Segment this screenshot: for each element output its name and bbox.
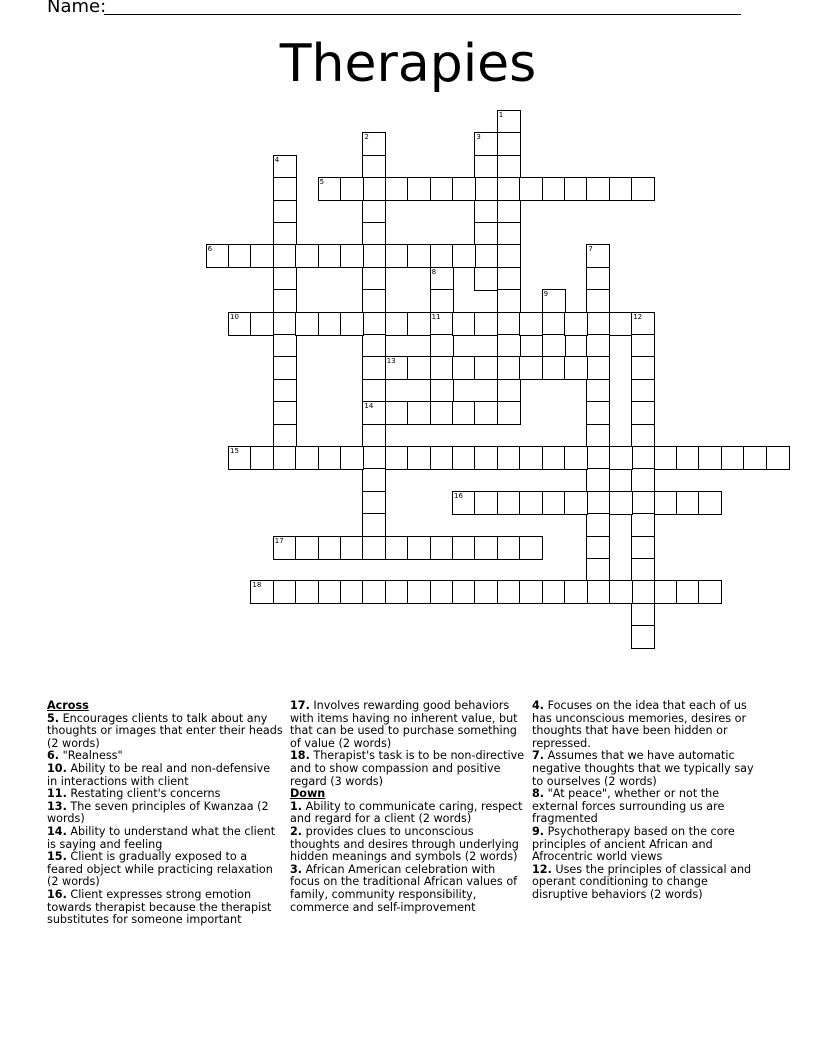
clue-item [47, 889, 283, 927]
clue-item-number: 10. [47, 761, 67, 775]
grid-cell[interactable] [497, 177, 521, 201]
grid-cell[interactable] [519, 580, 543, 604]
grid-cell[interactable] [542, 177, 566, 201]
grid-cell[interactable] [631, 603, 655, 627]
clue-item-text: "Realness" [59, 749, 123, 763]
grid-cell[interactable] [631, 356, 655, 380]
grid-cell[interactable] [497, 401, 521, 425]
grid-cell[interactable] [430, 401, 454, 425]
page-title: Therapies [279, 34, 537, 94]
grid-cell[interactable] [250, 446, 274, 470]
grid-cell[interactable] [250, 312, 274, 336]
grid-cell[interactable] [273, 401, 297, 425]
grid-cell[interactable] [340, 244, 364, 268]
grid-cell[interactable] [654, 580, 678, 604]
grid-cell[interactable] [295, 244, 319, 268]
grid-cell[interactable] [430, 177, 454, 201]
clue-item-number: 15. [47, 850, 67, 864]
grid-cell[interactable] [385, 580, 409, 604]
clue-item-number: 12. [532, 862, 552, 876]
grid-cell[interactable] [362, 424, 386, 448]
clue-item [47, 801, 283, 826]
grid-cell[interactable] [474, 200, 498, 224]
grid-cell[interactable] [273, 379, 297, 403]
clue-item-number: 16. [47, 887, 67, 901]
clue-item-number: 3. [290, 862, 303, 876]
grid-cell[interactable] [519, 177, 543, 201]
grid-cell[interactable] [273, 312, 297, 336]
grid-cell[interactable] [340, 312, 364, 336]
clue-item-text: Ability to be real and non-defensive in interactions with client [47, 761, 271, 788]
grid-cell[interactable] [631, 401, 655, 425]
grid-cell[interactable] [586, 424, 610, 448]
grid-cell[interactable] [430, 580, 454, 604]
clue-number: 9 [543, 290, 549, 299]
clue-column-3 [532, 700, 762, 902]
grid-cell[interactable] [676, 446, 700, 470]
grid-cell[interactable] [362, 200, 386, 224]
grid-cell[interactable] [362, 334, 386, 358]
clue-item [290, 750, 526, 788]
across-clues-b [290, 700, 526, 788]
grid-cell[interactable] [250, 244, 274, 268]
grid-cell[interactable] [698, 580, 722, 604]
grid-cell[interactable] [474, 312, 498, 336]
grid-cell[interactable] [564, 580, 588, 604]
grid-cell[interactable] [362, 312, 386, 336]
grid-cell[interactable] [497, 334, 521, 358]
grid-cell[interactable] [497, 132, 521, 156]
grid-cell[interactable] [631, 334, 655, 358]
clue-number: 13 [386, 357, 396, 366]
grid-cell[interactable] [586, 536, 610, 560]
grid-cell[interactable] [362, 491, 386, 515]
clue-item-number: 5. [47, 711, 60, 725]
clue-item [532, 826, 762, 864]
clue-number: 5 [319, 178, 325, 187]
grid-cell[interactable] [586, 580, 610, 604]
grid-cell[interactable] [385, 536, 409, 560]
grid-cell[interactable] [564, 177, 588, 201]
grid-cell[interactable] [519, 536, 543, 560]
clue-item-number: 1. [290, 799, 303, 813]
grid-cell[interactable] [295, 536, 319, 560]
grid-cell[interactable] [407, 401, 431, 425]
grid-cell[interactable] [631, 468, 655, 492]
clue-column-2 [290, 700, 526, 914]
grid-cell[interactable] [474, 401, 498, 425]
grid-cell[interactable] [586, 401, 610, 425]
clue-item [532, 700, 762, 750]
clue-item [290, 801, 526, 826]
grid-cell[interactable] [631, 625, 655, 649]
grid-cell[interactable] [340, 177, 364, 201]
grid-cell[interactable] [631, 536, 655, 560]
clue-item-text: Uses the principles of classical and operant conditioning to change disruptive behaviors (2 words) [532, 862, 752, 901]
grid-cell[interactable] [474, 244, 498, 268]
grid-cell[interactable] [654, 446, 678, 470]
clue-item-number: 8. [532, 787, 545, 801]
grid-cell[interactable] [273, 580, 297, 604]
grid-cell[interactable] [362, 155, 386, 179]
clue-item-text: provides clues to unconscious thoughts and desires through underlying hidden meanings and symbols (2 words) [290, 824, 519, 864]
grid-cell[interactable] [362, 446, 386, 470]
grid-cell[interactable] [474, 356, 498, 380]
grid-cell[interactable] [609, 491, 633, 515]
grid-cell[interactable] [362, 580, 386, 604]
clue-number: 15 [230, 447, 239, 455]
clue-item [532, 750, 762, 788]
clue-item [290, 700, 526, 750]
grid-cell[interactable] [721, 446, 745, 470]
grid-cell[interactable] [318, 446, 342, 470]
grid-cell[interactable] [474, 580, 498, 604]
grid-cell[interactable] [586, 267, 610, 291]
grid-cell[interactable] [609, 446, 633, 470]
clue-item [47, 763, 283, 788]
grid-cell[interactable] [542, 334, 566, 358]
clue-number: 17 [274, 536, 284, 545]
grid-cell[interactable] [586, 468, 610, 492]
clue-item [47, 826, 283, 851]
clue-number: 16 [454, 491, 463, 500]
grid-cell[interactable] [564, 491, 588, 515]
clue-item-text: Therapist's task is to be non-directive and to show compassion and positive regard (3 words) [290, 749, 525, 788]
clue-number: 12 [633, 312, 643, 321]
grid-cell[interactable] [273, 424, 297, 448]
grid-cell[interactable] [295, 446, 319, 470]
grid-cell[interactable] [340, 446, 364, 470]
grid-cell[interactable] [497, 312, 521, 336]
grid-cell[interactable] [631, 513, 655, 537]
clue-number: 3 [476, 133, 481, 142]
grid-cell[interactable] [362, 289, 386, 313]
grid-cell[interactable] [474, 222, 498, 246]
grid-cell[interactable] [631, 177, 655, 201]
grid-cell[interactable] [586, 446, 610, 470]
down-heading: Down [290, 787, 326, 801]
grid-cell[interactable] [474, 267, 498, 291]
grid-cell[interactable] [318, 244, 342, 268]
grid-cell[interactable] [497, 200, 521, 224]
clue-item-text: Focuses on the idea that each of us has unconscious memories, desires or thoughts that have been hidden or repressed. [532, 699, 747, 750]
clue-item-text: Ability to communicate caring, respect and regard for a client (2 words) [290, 799, 523, 826]
grid-cell[interactable] [542, 312, 566, 336]
grid-cell[interactable] [273, 446, 297, 470]
clue-item-number: 13. [47, 799, 67, 813]
clue-item-number: 4. [532, 699, 545, 712]
across-heading: Across [47, 699, 89, 712]
grid-cell[interactable] [407, 312, 431, 336]
clue-item [290, 826, 526, 864]
grid-cell[interactable] [497, 536, 521, 560]
clue-number: 6 [207, 245, 213, 254]
grid-cell[interactable] [452, 244, 476, 268]
clue-number: 4 [274, 155, 280, 164]
grid-cell[interactable] [273, 222, 297, 246]
grid-cell[interactable] [452, 446, 476, 470]
grid-cell[interactable] [273, 267, 297, 291]
grid-cell[interactable] [273, 289, 297, 313]
clue-item [532, 788, 762, 826]
clue-item-number: 18. [290, 749, 310, 763]
grid-cell[interactable] [385, 312, 409, 336]
grid-cell[interactable] [519, 312, 543, 336]
grid-cell[interactable] [542, 580, 566, 604]
grid-cell[interactable] [519, 356, 543, 380]
grid-cell[interactable] [385, 446, 409, 470]
clue-item-text: Client expresses strong emotion towards therapist because the therapist substitutes for someone important [47, 887, 272, 927]
grid-cell[interactable] [362, 536, 386, 560]
grid-cell[interactable] [318, 536, 342, 560]
clue-item-text: African American celebration with focus on the traditional African values of family, community responsibility, commerce and self-improvement [290, 862, 518, 914]
grid-cell[interactable] [519, 446, 543, 470]
grid-cell[interactable] [273, 177, 297, 201]
grid-cell[interactable] [340, 580, 364, 604]
grid-cell[interactable] [474, 446, 498, 470]
across-clues-a [47, 713, 283, 927]
grid-cell[interactable] [497, 244, 521, 268]
grid-cell[interactable] [497, 267, 521, 291]
grid-cell[interactable] [766, 446, 790, 470]
grid-cell[interactable] [385, 401, 409, 425]
clue-item-number: 9. [532, 824, 545, 838]
grid-cell[interactable] [564, 356, 588, 380]
grid-cell[interactable] [586, 356, 610, 380]
grid-cell[interactable] [362, 244, 386, 268]
grid-cell[interactable] [362, 468, 386, 492]
grid-cell[interactable] [407, 177, 431, 201]
clue-item-text: Involves rewarding good behaviors with items having no inherent value, but that can be used to purchase something of value (2 words) [290, 699, 518, 750]
grid-cell[interactable] [452, 580, 476, 604]
clue-item-text: Psychotherapy based on the core principles of ancient African and Afrocentric world views [532, 824, 735, 864]
grid-cell[interactable] [497, 446, 521, 470]
grid-cell[interactable] [407, 446, 431, 470]
grid-cell[interactable] [362, 379, 386, 403]
clue-number: 18 [252, 581, 262, 590]
grid-cell[interactable] [586, 177, 610, 201]
grid-cell[interactable] [631, 446, 655, 470]
grid-cell[interactable] [654, 491, 678, 515]
grid-cell[interactable] [474, 491, 498, 515]
clue-item [532, 864, 762, 902]
grid-cell[interactable] [340, 536, 364, 560]
clue-item [47, 851, 283, 889]
clue-item-text: Restating client's concerns [66, 787, 221, 801]
grid-cell[interactable] [228, 244, 252, 268]
grid-cell[interactable] [497, 289, 521, 313]
grid-cell[interactable] [497, 356, 521, 380]
grid-cell[interactable] [586, 289, 610, 313]
grid-cell[interactable] [362, 513, 386, 537]
grid-cell[interactable] [564, 446, 588, 470]
grid-cell[interactable] [542, 491, 566, 515]
clue-item-number: 7. [532, 749, 545, 763]
grid-cell[interactable] [474, 536, 498, 560]
grid-cell[interactable] [631, 491, 655, 515]
clue-item-text: Encourages clients to talk about any thoughts or images that enter their heads (2 words) [47, 711, 283, 750]
grid-cell[interactable] [407, 244, 431, 268]
clue-number: 8 [431, 267, 437, 276]
grid-cell[interactable] [609, 177, 633, 201]
grid-cell[interactable] [295, 312, 319, 336]
clue-column-1 [47, 700, 283, 927]
clue-number: 2 [364, 133, 369, 142]
clue-item-text: The seven principles of Kwanzaa (2 words) [47, 799, 269, 826]
clue-number: 11 [431, 312, 441, 321]
grid-cell[interactable] [676, 580, 700, 604]
grid-cell[interactable] [497, 222, 521, 246]
grid-cell[interactable] [362, 267, 386, 291]
grid-cell[interactable] [407, 356, 431, 380]
grid-cell[interactable] [542, 446, 566, 470]
grid-cell[interactable] [519, 491, 543, 515]
grid-cell[interactable] [430, 379, 454, 403]
grid-cell[interactable] [385, 244, 409, 268]
grid-cell[interactable] [273, 334, 297, 358]
grid-cell[interactable] [430, 289, 454, 313]
grid-cell[interactable] [407, 536, 431, 560]
grid-cell[interactable] [609, 580, 633, 604]
clue-item-number: 6. [47, 749, 60, 763]
grid-cell[interactable] [362, 177, 386, 201]
grid-cell[interactable] [564, 312, 588, 336]
name-label: Name: [47, 0, 107, 17]
clue-item-text: Ability to understand what the client is saying and feeling [47, 824, 276, 851]
grid-cell[interactable] [586, 334, 610, 358]
down-clues-b [532, 700, 762, 902]
grid-cell[interactable] [452, 312, 476, 336]
grid-cell[interactable] [430, 356, 454, 380]
grid-cell[interactable] [318, 312, 342, 336]
grid-cell[interactable] [698, 446, 722, 470]
clue-number: 1 [498, 111, 504, 119]
grid-cell[interactable] [273, 356, 297, 380]
grid-cell[interactable] [407, 580, 431, 604]
grid-cell[interactable] [676, 491, 700, 515]
grid-cell[interactable] [497, 491, 521, 515]
grid-cell[interactable] [362, 222, 386, 246]
grid-cell[interactable] [631, 379, 655, 403]
grid-cell[interactable] [698, 491, 722, 515]
clue-item-number: 14. [47, 824, 67, 838]
grid-cell[interactable] [542, 356, 566, 380]
grid-cell[interactable] [586, 491, 610, 515]
grid-cell[interactable] [430, 446, 454, 470]
grid-cell[interactable] [631, 558, 655, 582]
grid-cell[interactable] [430, 334, 454, 358]
grid-cell[interactable] [385, 177, 409, 201]
grid-cell[interactable] [497, 155, 521, 179]
clue-number: 7 [588, 245, 593, 254]
clue-item-number: 17. [290, 699, 310, 712]
grid-cell[interactable] [295, 580, 319, 604]
clue-item [290, 864, 526, 914]
grid-cell[interactable] [586, 558, 610, 582]
down-clues-a [290, 801, 526, 914]
grid-cell[interactable] [586, 379, 610, 403]
grid-cell[interactable] [452, 177, 476, 201]
grid-cell[interactable] [631, 580, 655, 604]
grid-cell[interactable] [452, 536, 476, 560]
clue-item [47, 713, 283, 751]
grid-cell[interactable] [318, 580, 342, 604]
grid-cell[interactable] [273, 244, 297, 268]
grid-cell[interactable] [497, 580, 521, 604]
grid-cell[interactable] [452, 356, 476, 380]
grid-cell[interactable] [586, 312, 610, 336]
clue-number: 14 [364, 402, 374, 411]
clue-item-text: Assumes that we have automatic negative thoughts that we typically say to ourselves (2 words) [532, 749, 754, 788]
grid-cell[interactable] [609, 312, 633, 336]
grid-cell[interactable] [743, 446, 767, 470]
grid-cell[interactable] [474, 177, 498, 201]
grid-cell[interactable] [586, 513, 610, 537]
clue-item-text: Client is gradually exposed to a feared object while practicing relaxation (2 words) [47, 850, 273, 889]
clue-number: 10 [230, 312, 239, 321]
clue-item-number: 11. [47, 787, 67, 801]
grid-cell[interactable] [430, 244, 454, 268]
clue-item-text: "At peace", whether or not the external forces surrounding us are fragmented [532, 787, 725, 826]
grid-cell[interactable] [452, 401, 476, 425]
grid-cell[interactable] [497, 379, 521, 403]
grid-cell[interactable] [631, 424, 655, 448]
grid-cell[interactable] [362, 356, 386, 380]
grid-cell[interactable] [430, 536, 454, 560]
clue-item-number: 2. [290, 824, 303, 838]
grid-cell[interactable] [273, 200, 297, 224]
grid-cell[interactable] [474, 155, 498, 179]
